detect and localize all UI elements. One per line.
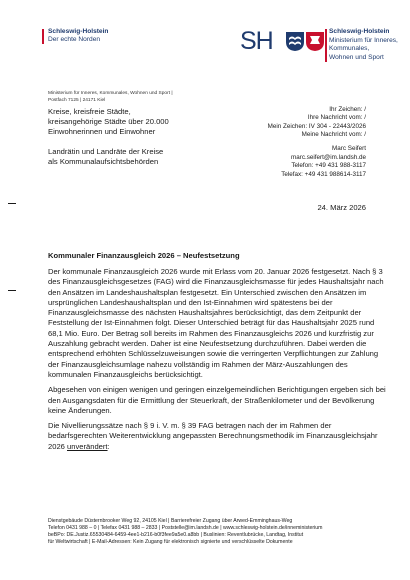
recipient-line: Kreise, kreisfreie Städte,	[48, 107, 131, 116]
footer-line: Dienstgebäude Düsternbrooker Weg 92, 24105 Kiel | Barrierefreier Zugang über Arwed-Emminghaus-Weg	[48, 518, 293, 524]
ministry-logo-line: Wohnen und Sport	[329, 53, 384, 61]
contact-phone: Telefon: +49 431 988-3117	[291, 162, 366, 169]
punch-mark	[8, 290, 16, 291]
letter-subject: Kommunaler Finanzausgleich 2026 – Neufestsetzung	[48, 251, 240, 260]
body-paragraph: Abgesehen von einigen wenigen und geringen einzelgemeindlichen Berichtigungen ergeben sich bei den Ausgangsdaten für die Ermittlung der Steuerkraft, der Straßenkilometer und der Bevölkerung keine Änderungen.	[48, 385, 386, 415]
footer-line: beBPo: DE.Justiz.65530484-6459-4ee1-b216-b0f3fee9a5e0.a8bb | Buslinien: Reventlubrücke, Landtag, Institut	[48, 532, 304, 539]
sender-address-line	[48, 91, 173, 104]
fold-mark	[8, 203, 16, 204]
sender-line: Postfach 7125 | 24171 Kiel	[48, 97, 106, 103]
body-paragraph: Der kommunale Finanzausgleich 2026 wurde mit Erlass vom 20. Januar 2026 festgesetzt. Nach § 3 des Finanzausgleichsgesetzes (FAG) wird die Finanzausgleichsmasse für jedes Haushaltsjahr nach den Ansätzen im Landeshaushaltsplan festgesetzt. Ein Unterschied zwischen den Ansätzen im ursprünglichen Landeshaushaltsplan und den Ist-Einnahmen wird spätestens bei der Finanzausgleichsmasse des nächsten Haushaltsjahres berücksichtigt, das dem Zeitpunkt der Feststellung der Ist-Einnahmen folgt. Dieser Unterschied beträgt für das Haushaltsjahr 2025 rund 68,1 Mio. Euro. Der Betrag soll bereits im Rahmen des Finanzausgleichs 2026 und kurzfristig zur Auszahlung gebracht werden. Daher ist eine Neufestsetzung durchzuführen. Dabei werden die entsprechend erhöhten Schlüsselzuweisungen sowie die verringerten Verpflichtungen zur Zahlung der Finanzausgleichsumlage nahezu vollständig im Rahmen der März-Auszahlungen des kommunalen Finanzausgleichs berücksichtigt.	[48, 267, 384, 379]
body-text: :	[107, 441, 110, 451]
contact-name: Marc Seifert	[332, 145, 366, 152]
letter-body	[48, 267, 386, 457]
contact-block	[281, 145, 366, 179]
contact-email[interactable]: marc.seifert@im.landsh.de	[291, 153, 366, 161]
ministry-logo-state: Schleswig-Holstein	[329, 28, 390, 35]
ministry-logo-line: Kommunales,	[329, 45, 370, 52]
recipient-line: Landrätin und Landräte der Kreise	[48, 146, 164, 156]
footer-line: Telefon 0431 988 – 0 | Telefax 0431 988 – 2833 | Poststelle@im.landsh.de | www.schleswig-holstein.de/inneministerium	[48, 525, 323, 532]
reference-line: Ihre Nachricht vom: /	[307, 114, 366, 122]
footer-line: für Weltwirtschaft | E-Mail-Adressen: Kein Zugang für elektronisch signierte und verschlüsselte Dokumente	[48, 539, 293, 546]
recipient-block	[48, 107, 169, 167]
state-logo-claim: Der echte Norden	[48, 36, 101, 43]
recipient-line: als Kommunalaufsichtsbehörden	[48, 156, 159, 166]
recipient-line: Einwohnerinnen und Einwohner	[48, 127, 156, 137]
reference-line: Meine Nachricht vom: /	[301, 131, 366, 139]
reference-line: Mein Zeichen: IV 304 - 22443/2026	[267, 122, 366, 130]
underlined-word: unverändert	[67, 441, 108, 451]
sender-line: Ministerium für Inneres, Kommunales, Wohnen und Sport |	[48, 91, 173, 96]
state-logo-title: Schleswig-Holstein	[48, 28, 109, 35]
body-paragraph	[48, 421, 386, 452]
letter-footer	[48, 518, 390, 546]
sh-wordmark: SH	[240, 27, 273, 55]
reference-block	[268, 106, 366, 140]
recipient-line: kreisangehörige Städte über 20.000	[48, 117, 169, 127]
contact-fax: Telefax: +49 431 988614-3117	[281, 170, 366, 178]
state-logo	[48, 28, 108, 44]
ministry-logo-line: Ministerium für Inneres,	[329, 36, 398, 44]
letter-date: 24. März 2026	[317, 203, 366, 212]
logo-accent-bar	[42, 29, 44, 44]
ministry-logo	[329, 28, 398, 62]
coat-of-arms-icon	[285, 30, 325, 52]
reference-line: Ihr Zeichen: /	[329, 106, 366, 113]
ministry-accent-bar	[325, 29, 327, 62]
body-text: Die Nivellierungssätze nach § 9 i. V. m. § 39 FAG betragen nach der im Rahmen der bedarfsgerechten Weiterentwicklung angepassten Berechnungsmethodik im Finanzausgleichsjahr 2026	[48, 421, 378, 451]
